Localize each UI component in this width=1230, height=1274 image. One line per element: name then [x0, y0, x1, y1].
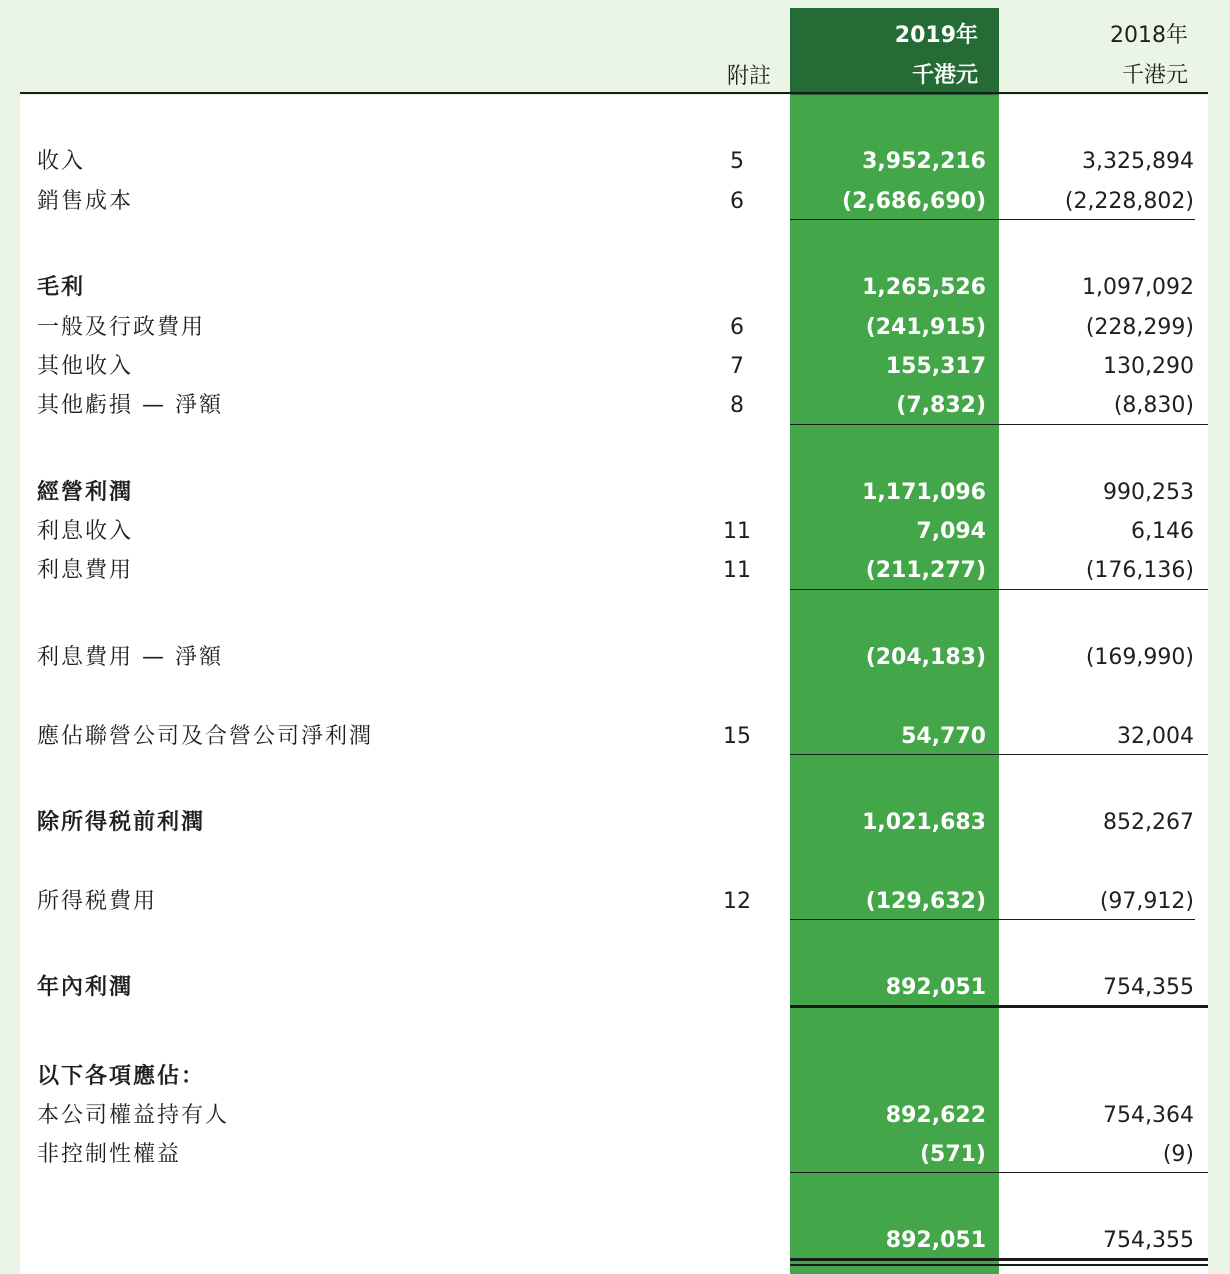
row-value-2019: 3,952,216: [862, 149, 986, 174]
row-note: 7: [730, 354, 744, 379]
row-value-2019: (204,183): [865, 645, 986, 670]
row-value-2018: 852,267: [1103, 810, 1194, 835]
row-value-2019: 7,094: [916, 519, 986, 544]
row-value-2018: (9): [1162, 1142, 1194, 1167]
row-value-2018: 754,364: [1103, 1103, 1194, 1128]
row-value-2018: 754,355: [1103, 1228, 1194, 1253]
header-rule: [20, 92, 1208, 94]
row-note: 5: [730, 149, 744, 174]
row-value-2018: (228,299): [1085, 315, 1194, 340]
row-note: 15: [723, 724, 751, 749]
table-row: [0, 973, 1230, 1003]
subtotal-rule: [790, 1172, 1208, 1173]
total-rule: [790, 1005, 1208, 1008]
row-value-2019: 1,171,096: [862, 480, 986, 505]
table-row: [0, 887, 1230, 917]
subtotal-rule: [790, 919, 1195, 920]
row-value-2018: 754,355: [1103, 975, 1194, 1000]
section-heading: 以下各項應佔：: [37, 1064, 206, 1089]
row-value-2018: 1,097,092: [1082, 275, 1194, 300]
row-value-2019: 892,622: [885, 1103, 986, 1128]
row-label: 除所得税前利潤: [37, 810, 206, 835]
row-value-2019: (129,632): [865, 889, 986, 914]
row-label: 應佔聯營公司及合營公司淨利潤: [37, 724, 374, 749]
table-row: [0, 722, 1230, 752]
table-row: [0, 1140, 1230, 1170]
table-row: [0, 147, 1230, 177]
row-note: 6: [730, 189, 744, 214]
prior-year-unit: 千港元: [1121, 63, 1188, 88]
table-row: [0, 187, 1230, 217]
row-label: 收入: [37, 149, 86, 174]
row-value-2019: 1,021,683: [862, 810, 986, 835]
row-label: 一般及行政費用: [37, 315, 206, 340]
row-note: 8: [730, 393, 744, 418]
row-value-2018: 3,325,894: [1082, 149, 1194, 174]
table-row: [0, 517, 1230, 547]
row-value-2018: (8,830): [1113, 393, 1194, 418]
row-value-2019: 892,051: [885, 1228, 986, 1253]
table-row: [0, 643, 1230, 673]
row-value-2019: (571): [919, 1142, 986, 1167]
row-note: 12: [723, 889, 751, 914]
current-year-header: 2019年: [894, 23, 978, 48]
double-total-rule-top: [790, 1258, 1208, 1261]
row-label: 利息費用 — 淨額: [37, 645, 223, 670]
subtotal-rule: [790, 424, 1208, 425]
row-label: 其他收入: [37, 354, 134, 379]
prior-year-header: 2018年: [1110, 23, 1188, 48]
row-value-2018: (97,912): [1099, 889, 1194, 914]
row-label: 銷售成本: [37, 189, 134, 214]
row-value-2018: 6,146: [1131, 519, 1194, 544]
table-row: [0, 391, 1230, 421]
row-label: 其他虧損 — 淨額: [37, 393, 223, 418]
row-label: 經營利潤: [37, 480, 134, 505]
table-row: [0, 273, 1230, 303]
row-value-2019: (2,686,690): [842, 189, 986, 214]
row-label: 非控制性權益: [37, 1142, 182, 1167]
table-row: [0, 1062, 1230, 1092]
table-row: [0, 556, 1230, 586]
row-label: 本公司權益持有人: [37, 1103, 230, 1128]
row-value-2018: 990,253: [1103, 480, 1194, 505]
subtotal-rule: [790, 219, 1195, 220]
row-label: 毛利: [37, 275, 86, 300]
row-label: 年內利潤: [37, 975, 134, 1000]
row-value-2019: 892,051: [885, 975, 986, 1000]
row-note: 6: [730, 315, 744, 340]
row-value-2019: 1,265,526: [862, 275, 986, 300]
note-column-header: 附註: [726, 64, 771, 89]
row-value-2019: (241,915): [865, 315, 986, 340]
double-total-rule-bottom: [790, 1264, 1208, 1266]
row-note: 11: [723, 558, 751, 583]
table-row: [0, 313, 1230, 343]
row-value-2019: (211,277): [865, 558, 986, 583]
row-value-2019: (7,832): [896, 393, 986, 418]
row-value-2018: (169,990): [1085, 645, 1194, 670]
subtotal-rule: [790, 589, 1208, 590]
table-row: [0, 808, 1230, 838]
table-row: [0, 352, 1230, 382]
row-value-2019: 155,317: [885, 354, 986, 379]
statement-body: [20, 95, 1208, 1274]
row-label: 利息費用: [37, 558, 134, 583]
current-year-column-band: [790, 95, 999, 1274]
row-value-2018: 130,290: [1103, 354, 1194, 379]
row-value-2019: 54,770: [901, 724, 986, 749]
table-row: [0, 1101, 1230, 1131]
subtotal-rule: [790, 754, 1208, 755]
table-row: [0, 478, 1230, 508]
row-label: 利息收入: [37, 519, 134, 544]
row-label: 所得税費用: [37, 889, 158, 914]
row-note: 11: [723, 519, 751, 544]
row-value-2018: (2,228,802): [1064, 189, 1194, 214]
current-year-unit: 千港元: [911, 63, 978, 88]
row-value-2018: (176,136): [1085, 558, 1194, 583]
row-value-2018: 32,004: [1117, 724, 1194, 749]
table-row: [0, 1226, 1230, 1256]
